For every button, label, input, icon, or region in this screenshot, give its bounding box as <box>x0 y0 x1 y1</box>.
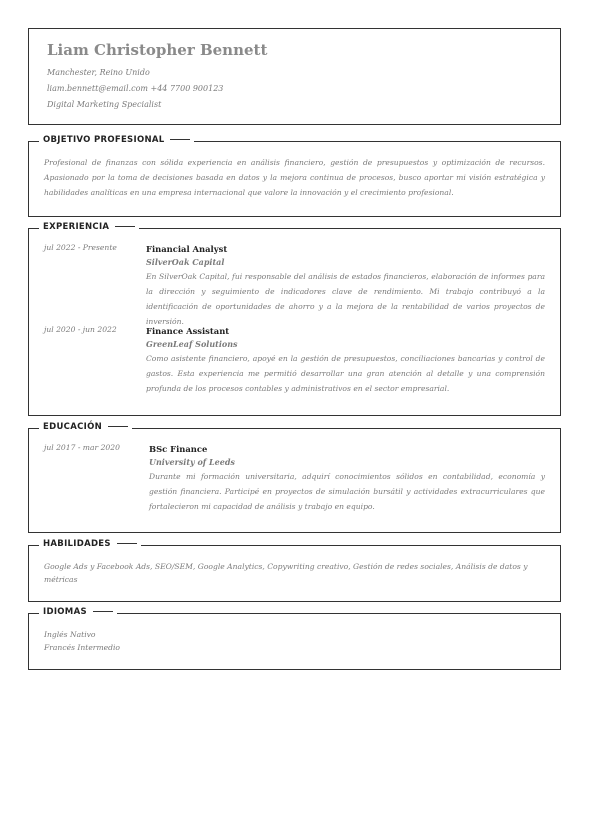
experience-company: GreenLeaf Solutions <box>146 339 238 349</box>
experience-section <box>28 222 561 416</box>
skills-text: Google Ads y Facebook Ads, SEO/SEM, Google Analytics, Copywriting creativo, Gestión de redes sociales, Análisis de datos y métricas <box>44 562 528 584</box>
skills-section <box>28 539 561 602</box>
education-section <box>28 422 561 533</box>
experience-entry <box>44 325 545 396</box>
role-title: Digital Marketing Specialist <box>47 100 162 109</box>
experience-description: En SilverOak Capital, fui responsable del análisis de estados financieros, elaboración de informes para la dirección y seguimiento de indicadores clave de rendimiento. Mi trabajo contribuyó a la identificación de oportunidades de ahorro y a la mejora de la rentabilidad de varios proyectos de inversión. <box>146 272 545 326</box>
experience-date: jul 2020 - jun 2022 <box>44 325 117 334</box>
education-entry <box>44 443 545 514</box>
experience-position: Financial Analyst <box>146 244 228 254</box>
language-item: Inglés Nativo <box>44 630 96 639</box>
experience-company: SilverOak Capital <box>146 257 225 267</box>
experience-entry <box>44 243 545 325</box>
section-title-objective: OBJETIVO PROFESIONAL <box>39 135 194 145</box>
experience-description: Como asistente financiero, apoyé en la gestión de presupuestos, conciliaciones bancarias y control de gastos. Esta experiencia me permitió desarrollar una gran atención al detalle y una comprensión profunda de los procesos contables y administrativos en el sector empresarial. <box>146 354 545 393</box>
objective-section <box>28 135 561 217</box>
experience-date: jul 2022 - Presente <box>44 243 117 252</box>
education-school: University of Leeds <box>149 457 235 467</box>
languages-section <box>28 607 561 670</box>
language-item: Francés Intermedio <box>44 643 120 652</box>
candidate-name: Liam Christopher Bennett <box>47 41 268 59</box>
experience-position: Finance Assistant <box>146 326 230 336</box>
section-title-experience: EXPERIENCIA <box>39 222 139 232</box>
header-section <box>28 28 561 125</box>
location: Manchester, Reino Unido <box>47 68 150 77</box>
section-title-education: EDUCACIÓN <box>39 422 132 432</box>
objective-text: Profesional de finanzas con sólida experiencia en análisis financiero, gestión de presupuestos y optimización de recursos. Apasionado por la toma de decisiones basada en datos y la mejora continua de procesos, busco aportar mi visión estratégica y habilidades analíticas en una empresa internacional que valore la innovación y el crecimiento profesional. <box>44 158 545 197</box>
contact-info: liam.bennett@email.com +44 7700 900123 <box>47 84 224 93</box>
education-degree: BSc Finance <box>149 444 208 454</box>
section-title-skills: HABILIDADES <box>39 539 141 549</box>
education-date: jul 2017 - mar 2020 <box>44 443 120 452</box>
section-title-languages: IDIOMAS <box>39 607 117 617</box>
education-description: Durante mi formación universitaria, adquirí conocimientos sólidos en contabilidad, economía y gestión financiera. Participé en proyectos de simulación bursátil y actividades extracurriculares que fortalecieron mi capacidad de análisis y trabajo en equipo. <box>149 472 545 511</box>
